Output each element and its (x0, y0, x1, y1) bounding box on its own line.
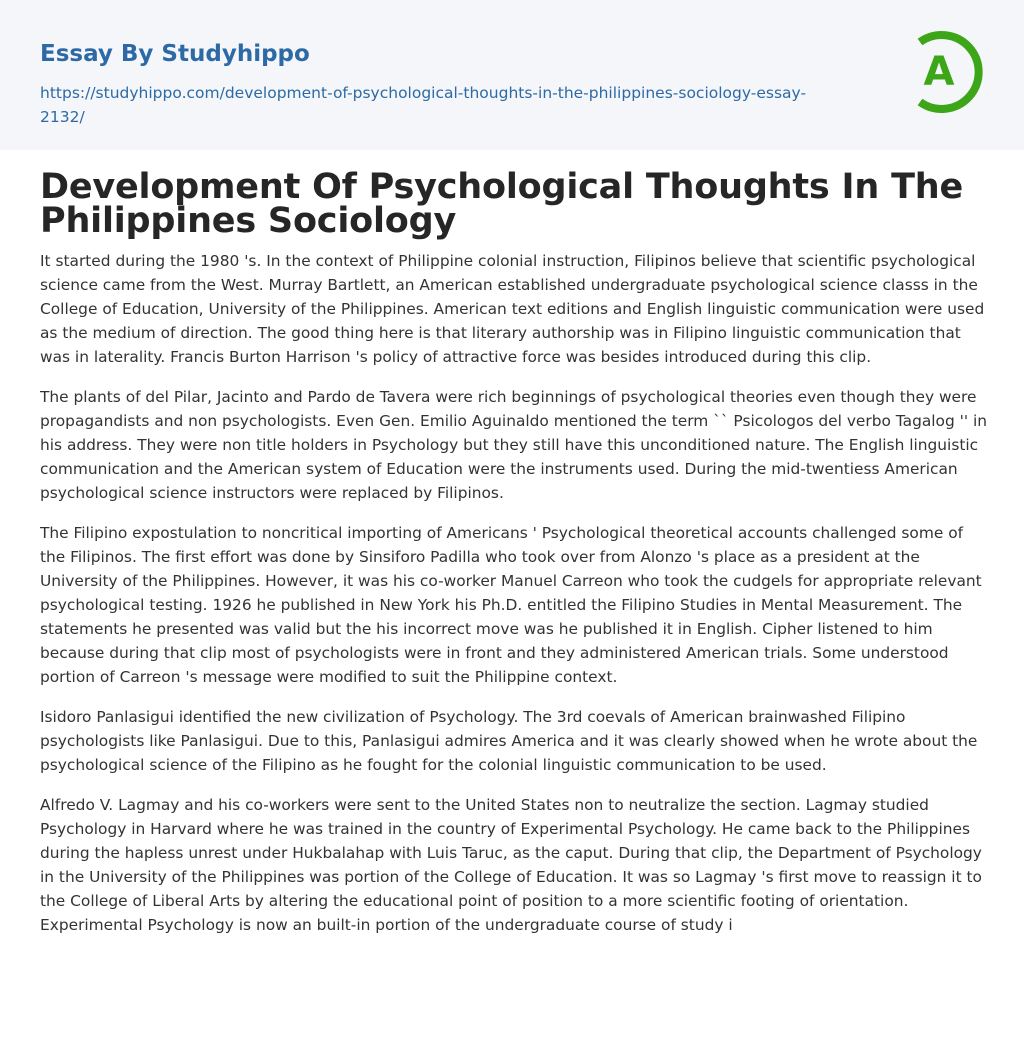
paragraph: Isidoro Panlasigui identified the new civilization of Psychology. The 3rd coevals of American brainwashed Filipino psychologists like Panlasigui. Due to this, Panlasigui admires America and it was clearly showed when he wrote about the psychological science of the Filipino as he fought for the colonial linguistic communication to be used. (40, 708, 978, 774)
paragraph: The plants of del Pilar, Jacinto and Pardo de Tavera were rich beginnings of psychological theories even though they were propagandists and non psychologists. Even Gen. Emilio Aguinaldo mentioned the term `` Psicologos del verbo Tagalog '' in his address. They were non title holders in Psychology but they still have this unconditioned nature. The English linguistic communication and the American system of Education were the instruments used. During the mid-twentiess American psychological science instructors were replaced by Filipinos. (40, 388, 988, 502)
essay-title: Development Of Psychological Thoughts In The Philippines Sociology (40, 167, 964, 241)
paragraph: Alfredo V. Lagmay and his co-workers were sent to the United States non to neutralize the section. Lagmay studied Psychology in Harvard where he was trained in the country of Experimental Psychology. He came back to the Philippines during the hapless unrest under Hukbalahap with Luis Taruc, as the caput. During that clip, the Department of Psychology in the University of the Philippines was portion of the College of Education. It was so Lagmay 's first move to reassign it to the College of Liberal Arts by altering the educational point of position to a more scientific footing of orientation. Experimental Psychology is now an built-in portion of the undergraduate course of study i (40, 796, 982, 934)
studyhippo-logo-icon[interactable] (911, 29, 987, 115)
paragraph: The Filipino expostulation to noncritical importing of Americans ' Psychological theoretical accounts challenged some of the Filipinos. The first effort was done by Sinsiforo Padilla who took over from Alonzo 's place as a president at the University of the Philippines. However, it was his co-worker Manuel Carreon who took the cudgels for appropriate relevant psychological testing. 1926 he published in New York his Ph.D. entitled the Filipino Studies in Mental Measurement. The statements he presented was valid but the his incorrect move was he published it in English. Cipher listened to him because during that clip most of psychologists were in front and they administered American trials. Some understood portion of Carreon 's message were modified to suit the Philippine context. (40, 524, 982, 686)
brand-title[interactable]: Essay By Studyhippo (40, 41, 310, 67)
site-header (0, 0, 1024, 150)
paragraph: It started during the 1980 's. In the context of Philippine colonial instruction, Filipinos believe that scientific psychological science came from the West. Murray Bartlett, an American established undergraduate psychological science classs in the College of Education, University of the Philippines. American text editions and English linguistic communication were used as the medium of direction. The good thing here is that literary authorship was in Filipino linguistic communication that was in laterality. Francis Burton Harrison 's policy of attractive force was besides introduced during this clip. (40, 252, 985, 366)
logo-letter: A (923, 49, 955, 95)
essay-url-link[interactable]: https://studyhippo.com/development-of-psychological-thoughts-in-the-philippines-sociology-essay-2132/ (40, 84, 807, 126)
essay-body (40, 249, 988, 953)
